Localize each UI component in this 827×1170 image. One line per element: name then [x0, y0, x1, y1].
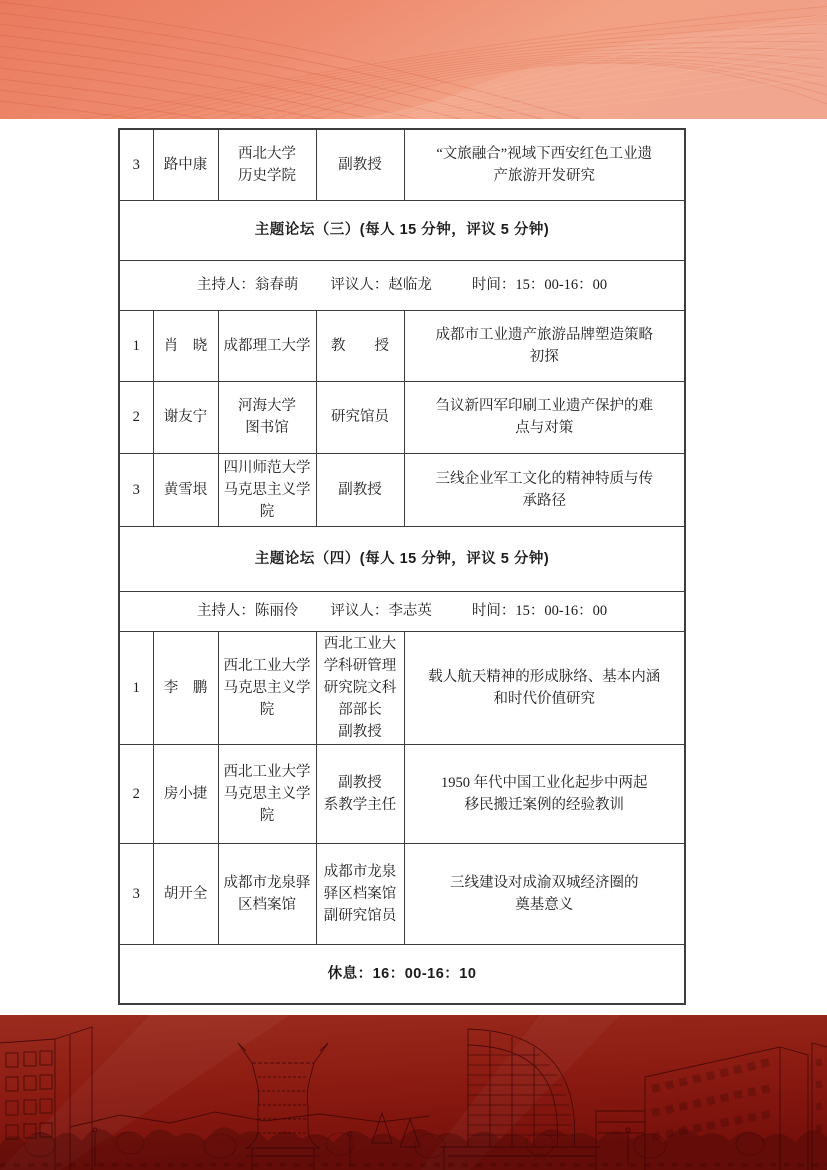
- session-header-row: [119, 526, 685, 591]
- session-time: 时间：15：00-16：00: [471, 277, 608, 293]
- presenter-row: [119, 631, 685, 744]
- presenter-job-title: 副教授: [316, 453, 404, 526]
- session-host: 主持人：翁春萌: [196, 277, 299, 293]
- header-wave-art: [0, 0, 827, 119]
- presenter-number: 1: [119, 631, 153, 744]
- session-info: [119, 260, 685, 310]
- footer-campus-art: [0, 1015, 827, 1170]
- presenter-affiliation: 成都理工大学: [218, 310, 316, 381]
- session-header-row: [119, 200, 685, 260]
- presenter-job-title: 副教授: [316, 129, 404, 200]
- presenter-name: 肖 晓: [153, 310, 218, 381]
- session-time: 时间：15：00-16：00: [471, 603, 608, 619]
- presenter-number: 3: [119, 129, 153, 200]
- session-info-row: [119, 260, 685, 310]
- presenter-name: 黄雪垠: [153, 453, 218, 526]
- program-table: [118, 128, 686, 1005]
- presenter-affiliation: 河海大学 图书馆: [218, 381, 316, 453]
- presenter-row: [119, 381, 685, 453]
- session-reviewer: 评议人：李志英: [330, 603, 432, 619]
- presenter-row: [119, 744, 685, 843]
- presenter-number: 2: [119, 744, 153, 843]
- session-info-row: [119, 591, 685, 631]
- presenter-name: 路中康: [153, 129, 218, 200]
- presenter-number: 2: [119, 381, 153, 453]
- paper-title: 1950 年代中国工业化起步中两起 移民搬迁案例的经验教训: [404, 744, 685, 843]
- session-host: 主持人：陈丽伶: [196, 603, 299, 619]
- session-info: [119, 591, 685, 631]
- presenter-row: [119, 843, 685, 944]
- break-label: 休息：16：00-16：10: [119, 944, 685, 1004]
- presenter-number: 3: [119, 453, 153, 526]
- presenter-job-title: 研究馆员: [316, 381, 404, 453]
- paper-title: 刍议新四军印刷工业遗产保护的难 点与对策: [404, 381, 685, 453]
- presenter-job-title: 成都市龙泉 驿区档案馆 副研究馆员: [316, 843, 404, 944]
- session-header: 主题论坛（三）(每人 15 分钟，评议 5 分钟): [119, 200, 685, 260]
- presenter-row: [119, 129, 685, 200]
- presenter-name: 李 鹏: [153, 631, 218, 744]
- presenter-name: 胡开全: [153, 843, 218, 944]
- paper-title: 三线企业军工文化的精神特质与传 承路径: [404, 453, 685, 526]
- presenter-name: 房小捷: [153, 744, 218, 843]
- presenter-job-title: 西北工业大 学科研管理 研究院文科 部部长 副教授: [316, 631, 404, 744]
- header-banner: [0, 0, 827, 119]
- presenter-affiliation: 西北工业大学 马克思主义学 院: [218, 744, 316, 843]
- presenter-job-title: 副教授 系教学主任: [316, 744, 404, 843]
- presenter-number: 3: [119, 843, 153, 944]
- presenter-affiliation: 西北工业大学 马克思主义学 院: [218, 631, 316, 744]
- break-row: [119, 944, 685, 1004]
- paper-title: 成都市工业遗产旅游品牌塑造策略 初探: [404, 310, 685, 381]
- presenter-affiliation: 四川师范大学 马克思主义学 院: [218, 453, 316, 526]
- footer-banner: [0, 1015, 827, 1170]
- presenter-row: [119, 310, 685, 381]
- presenter-number: 1: [119, 310, 153, 381]
- presenter-job-title: 教 授: [316, 310, 404, 381]
- presenter-affiliation: 西北大学 历史学院: [218, 129, 316, 200]
- session-header: 主题论坛（四）(每人 15 分钟，评议 5 分钟): [119, 526, 685, 591]
- paper-title: 载人航天精神的形成脉络、基本内涵 和时代价值研究: [404, 631, 685, 744]
- presenter-name: 谢友宁: [153, 381, 218, 453]
- session-reviewer: 评议人：赵临龙: [330, 277, 432, 293]
- presenter-row: [119, 453, 685, 526]
- presenter-affiliation: 成都市龙泉驿 区档案馆: [218, 843, 316, 944]
- paper-title: 三线建设对成渝双城经济圈的 奠基意义: [404, 843, 685, 944]
- paper-title: “文旅融合”视域下西安红色工业遗 产旅游开发研究: [404, 129, 685, 200]
